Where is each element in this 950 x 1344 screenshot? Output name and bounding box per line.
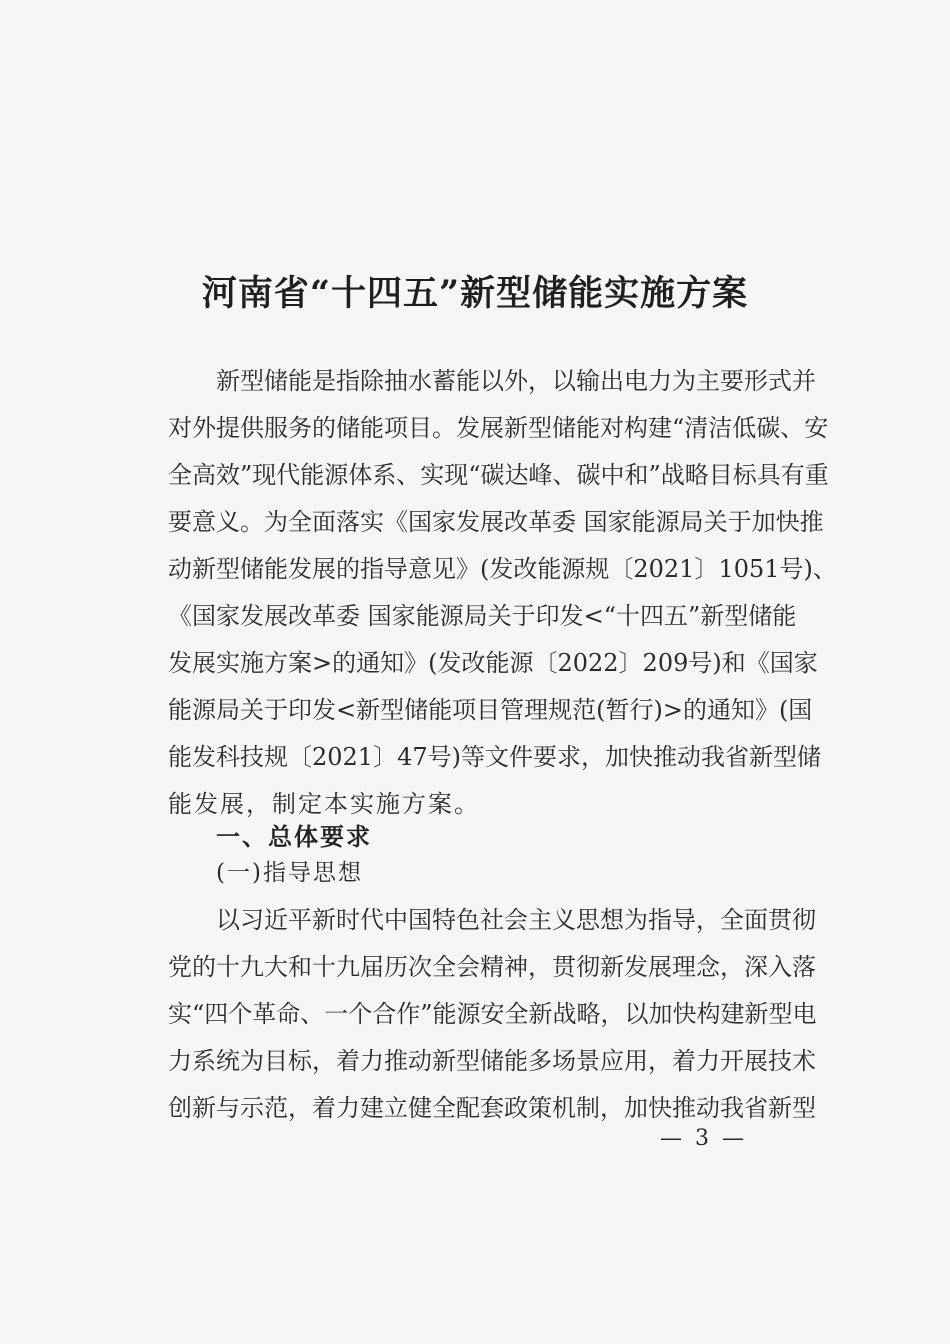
- intro-line-7: 发展实施方案>的通知》(发改能源〔2022〕209号)和《国家: [168, 649, 818, 677]
- guiding-line-5: 创新与示范，着力建立健全配套政策机制，加快推动我省新型: [168, 1094, 816, 1122]
- guiding-line-1: 以习近平新时代中国特色社会主义思想为指导，全面贯彻: [216, 906, 816, 934]
- guiding-line-2: 党的十九大和十九届历次全会精神，贯彻新发展理念，深入落: [168, 953, 816, 981]
- intro-line-2: 对外提供服务的储能项目。发展新型储能对构建“清洁低碳、安: [168, 414, 829, 442]
- intro-line-9: 能发科技规〔2021〕47号)等文件要求，加快推动我省新型储: [168, 743, 821, 771]
- intro-line-3: 全高效”现代能源体系、实现“碳达峰、碳中和”战略目标具有重: [168, 461, 829, 489]
- intro-line-10: 能发展，制定本实施方案。: [168, 790, 480, 818]
- intro-line-6: 《国家发展改革委 国家能源局关于印发<“十四五”新型储能: [168, 602, 797, 630]
- document-title: 河南省“十四五”新型储能实施方案: [201, 273, 749, 314]
- intro-line-8: 能源局关于印发<新型储能项目管理规范(暂行)>的通知》(国: [168, 696, 813, 724]
- section-heading: 一、总体要求: [216, 823, 372, 851]
- intro-line-5: 动新型储能发展的指导意见》(发改能源规〔2021〕1051号)、: [168, 555, 837, 583]
- intro-line-4: 要意义。为全面落实《国家发展改革委 国家能源局关于加快推: [168, 508, 824, 536]
- guiding-line-3: 实“四个革命、一个合作”能源安全新战略，以加快构建新型电: [168, 1000, 817, 1028]
- subsection-heading: (一)指导思想: [216, 860, 363, 886]
- intro-line-1: 新型储能是指除抽水蓄能以外，以输出电力为主要形式并: [216, 367, 816, 395]
- page-number: — 3 —: [660, 1126, 747, 1151]
- guiding-line-4: 力系统为目标，着力推动新型储能多场景应用，着力开展技术: [168, 1047, 816, 1075]
